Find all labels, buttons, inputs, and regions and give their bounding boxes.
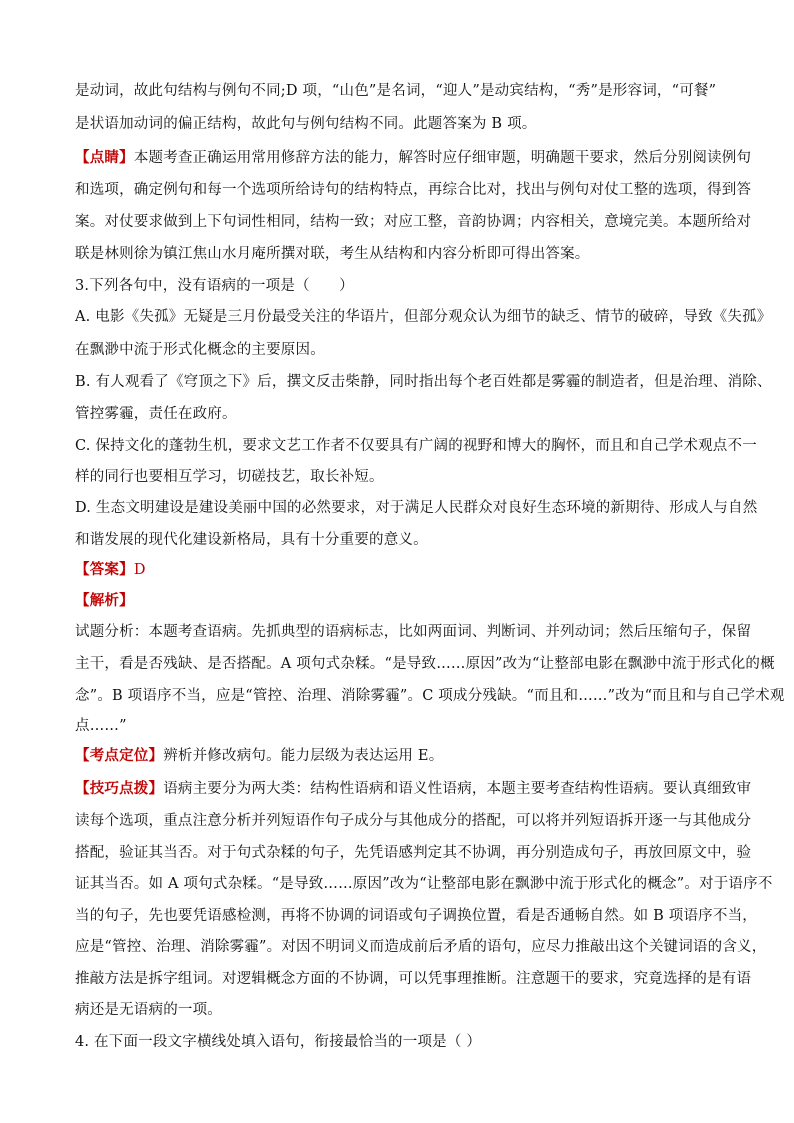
answer-line bbox=[75, 560, 735, 580]
option-a-line2: 在飘渺中流于形式化概念的主要原因。 bbox=[75, 342, 325, 358]
text-line: 和选项，确定例句和每一个选项所给诗句的结构特点，再综合比对，找出与例句对仗工整的选项，得到答 bbox=[75, 182, 752, 198]
text-line: 当的句子，先也要凭语感检测，再将不协调的词语或句子调换位置，看是否通畅自然。如 B 项语序不当， bbox=[75, 908, 757, 924]
option-d-line1: D. 生态文明建设是建设美丽中国的必然要求，对于满足人民群众对良好生态环境的新期待、形成人与自然 bbox=[75, 500, 758, 516]
text-line: 是动词，故此句结构与例句不同;D 项，“山色”是名词，“迎人”是动宾结构，“秀”是形容词，“可餐” bbox=[75, 83, 717, 99]
analysis-heading bbox=[75, 591, 735, 611]
jiqiao-tag: 【技巧点拨】 bbox=[75, 780, 164, 797]
analysis-tag: 【解析】 bbox=[75, 592, 134, 609]
answer-tag: 【答案】 bbox=[75, 561, 134, 578]
option-b-line1: B. 有人观看了《穹顶之下》后，撰文反击柴静，同时指出每个老百姓都是雾霾的制造者，但是治理、消除、 bbox=[75, 374, 772, 390]
kaodian-line bbox=[75, 746, 735, 766]
jiqiao-line bbox=[75, 779, 752, 799]
text-line: 病还是无语病的一项。 bbox=[75, 1002, 222, 1018]
option-d-line2: 和谐发展的现代化建设新格局，具有十分重要的意义。 bbox=[75, 532, 428, 548]
text-line: 搭配，验证其当否。对于句式杂糅的句子，先凭语感判定其不协调，再分别造成句子，再放回原文中，验 bbox=[75, 845, 752, 861]
dianjing-line bbox=[75, 148, 752, 168]
option-a-line1: A. 电影《失孤》无疑是三月份最受关注的华语片，但部分观众认为细节的缺乏、情节的破碎，导致《失孤》 bbox=[75, 309, 772, 325]
text-line: 主干，看是否残缺、是否搭配。A 项句式杂糅。“是导致……原因”改为“让整部电影在飘渺中流于形式化的概 bbox=[75, 656, 775, 672]
text-line: 试题分析：本题考查语病。先抓典型的语病标志，比如两面词、判断词、并列动词；然后压缩句子，保留 bbox=[75, 624, 752, 640]
text-line: 点……” bbox=[75, 718, 127, 734]
text-line: 应是“管控、治理、消除雾霾”。对因不明词义而造成前后矛盾的语句，应尽力推敲出这个关键词语的含义， bbox=[75, 939, 767, 955]
dianjing-text: 本题考查正确运用常用修辞方法的能力，解答时应仔细审题，明确题干要求，然后分别阅读例句 bbox=[133, 150, 752, 166]
text-line: 证其当否。如 A 项句式杂糅。“是导致……原因”改为“让整部电影在飘渺中流于形式化的概念”。对于语序不 bbox=[75, 876, 773, 892]
answer-value: D bbox=[133, 562, 146, 578]
option-c-line1: C. 保持文化的蓬勃生机，要求文艺工作者不仅要具有广阔的视野和博大的胸怀，而且和自己学术观点不一 bbox=[75, 438, 757, 454]
kaodian-text: 辨析并修改病句。能力层级为表达运用 E。 bbox=[163, 748, 444, 764]
question-3-stem: 3.下列各句中，没有语病的一项是（ ） bbox=[75, 278, 354, 294]
text-line: 案。对仗要求做到上下句词性相同，结构一致；对应工整，音韵协调；内容相关，意境完美。本题所给对 bbox=[75, 214, 752, 230]
text-line: 是状语加动词的偏正结构，故此句与例句结构不同。此题答案为 B 项。 bbox=[75, 116, 537, 132]
kaodian-tag: 【考点定位】 bbox=[75, 747, 164, 764]
text-line: 念”。B 项语序不当，应是“管控、治理、消除雾霾”。C 项成分残缺。“而且和……”改为“而且和与自己学术观 bbox=[75, 688, 785, 704]
option-b-line2: 管控雾霾，责任在政府。 bbox=[75, 406, 237, 422]
option-c-line2: 样的同行也要相互学习，切磋技艺，取长补短。 bbox=[75, 469, 384, 485]
text-line: 推敲方法是拆字组词。对逻辑概念方面的不协调，可以凭事理推断。注意题干的要求，究竟选择的是有语 bbox=[75, 971, 752, 987]
jiqiao-text: 语病主要分为两大类：结构性语病和语义性语病，本题主要考查结构性语病。要认真细致审 bbox=[163, 781, 752, 797]
question-4-stem: 4. 在下面一段文字横线处填入语句，衔接最恰当的一项是（ ） bbox=[75, 1034, 482, 1050]
text-line: 联是林则徐为镇江焦山水月庵所撰对联，考生从结构和内容分析即可得出答案。 bbox=[75, 246, 590, 262]
dianjing-tag: 【点睛】 bbox=[75, 149, 134, 166]
text-line: 读每个选项，重点注意分析并列短语作句子成分与其他成分的搭配，可以将并列短语拆开逐一与其他成分 bbox=[75, 813, 752, 829]
